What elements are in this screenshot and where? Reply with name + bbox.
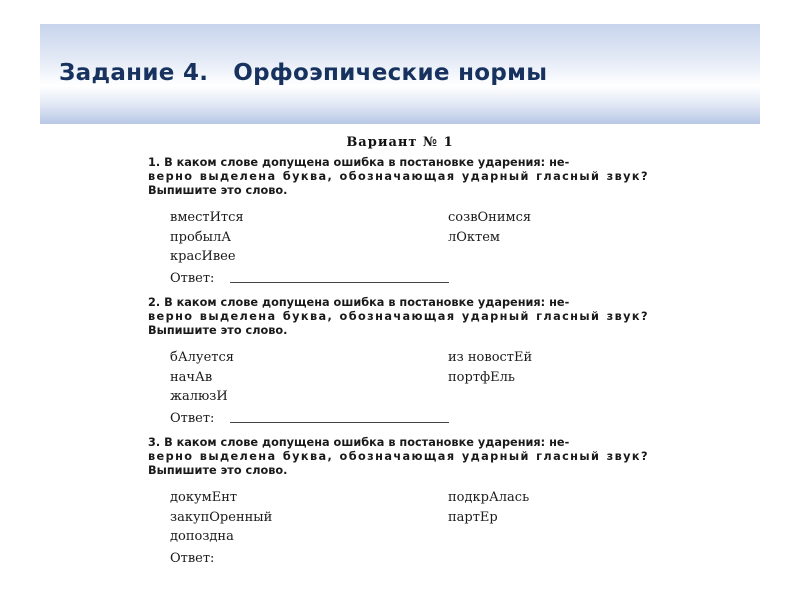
slide-title: Задание 4. Орфоэпические нормы bbox=[59, 60, 548, 86]
question-3-answer-label: Ответ: bbox=[170, 551, 215, 566]
question-3-prompt bbox=[148, 436, 654, 478]
question-3-line-3: Выпишите это слово. bbox=[148, 464, 288, 477]
question-3-option-1: докумЕнт bbox=[170, 490, 238, 505]
question-3-option-5: допоздна bbox=[170, 529, 234, 544]
question-1-option-3: пробылА bbox=[170, 230, 232, 245]
question-3-option-4: партЕр bbox=[448, 510, 498, 525]
question-2-prompt bbox=[148, 296, 654, 338]
question-3-line-2: верно выделена буква, обозначающая ударный гласный звук? bbox=[148, 450, 649, 463]
variant-title: Вариант № 1 bbox=[346, 135, 454, 150]
question-1-option-4: лОктем bbox=[448, 230, 501, 245]
question-2-line-1: 2. В каком слове допущена ошибка в постановке ударения: не- bbox=[148, 296, 570, 309]
question-1-answer-line bbox=[230, 282, 449, 283]
question-2-answer-label: Ответ: bbox=[170, 411, 215, 426]
question-3-line-1: 3. В каком слове допущена ошибка в постановке ударения: не- bbox=[148, 436, 570, 449]
question-2-option-5: жалюзИ bbox=[170, 389, 228, 404]
question-2-option-4: портфЕль bbox=[448, 370, 516, 385]
slide-title-banner bbox=[40, 24, 760, 124]
worksheet-scan bbox=[145, 126, 660, 566]
question-2-option-3: начАв bbox=[170, 370, 213, 385]
question-1-answer-label: Ответ: bbox=[170, 271, 215, 286]
question-1-option-2: созвОнимся bbox=[448, 210, 532, 225]
question-1-line-2: верно выделена буква, обозначающая ударный гласный звук? bbox=[148, 170, 649, 183]
question-2-option-2: из новостЕй bbox=[448, 350, 533, 365]
question-1-option-1: вместИтся bbox=[170, 210, 244, 225]
question-1-line-3: Выпишите это слово. bbox=[148, 184, 288, 197]
question-2-option-1: бАлуется bbox=[170, 350, 234, 365]
question-1-line-1: 1. В каком слове допущена ошибка в постановке ударения: не- bbox=[148, 156, 570, 169]
question-2-answer-line bbox=[230, 422, 449, 423]
question-2-line-3: Выпишите это слово. bbox=[148, 324, 288, 337]
question-3-option-3: закупОренный bbox=[170, 510, 273, 525]
question-1-prompt bbox=[148, 156, 654, 198]
question-3-option-2: подкрАлась bbox=[448, 490, 530, 505]
question-1-option-5: красИвее bbox=[170, 249, 236, 264]
question-2-line-2: верно выделена буква, обозначающая ударный гласный звук? bbox=[148, 310, 649, 323]
